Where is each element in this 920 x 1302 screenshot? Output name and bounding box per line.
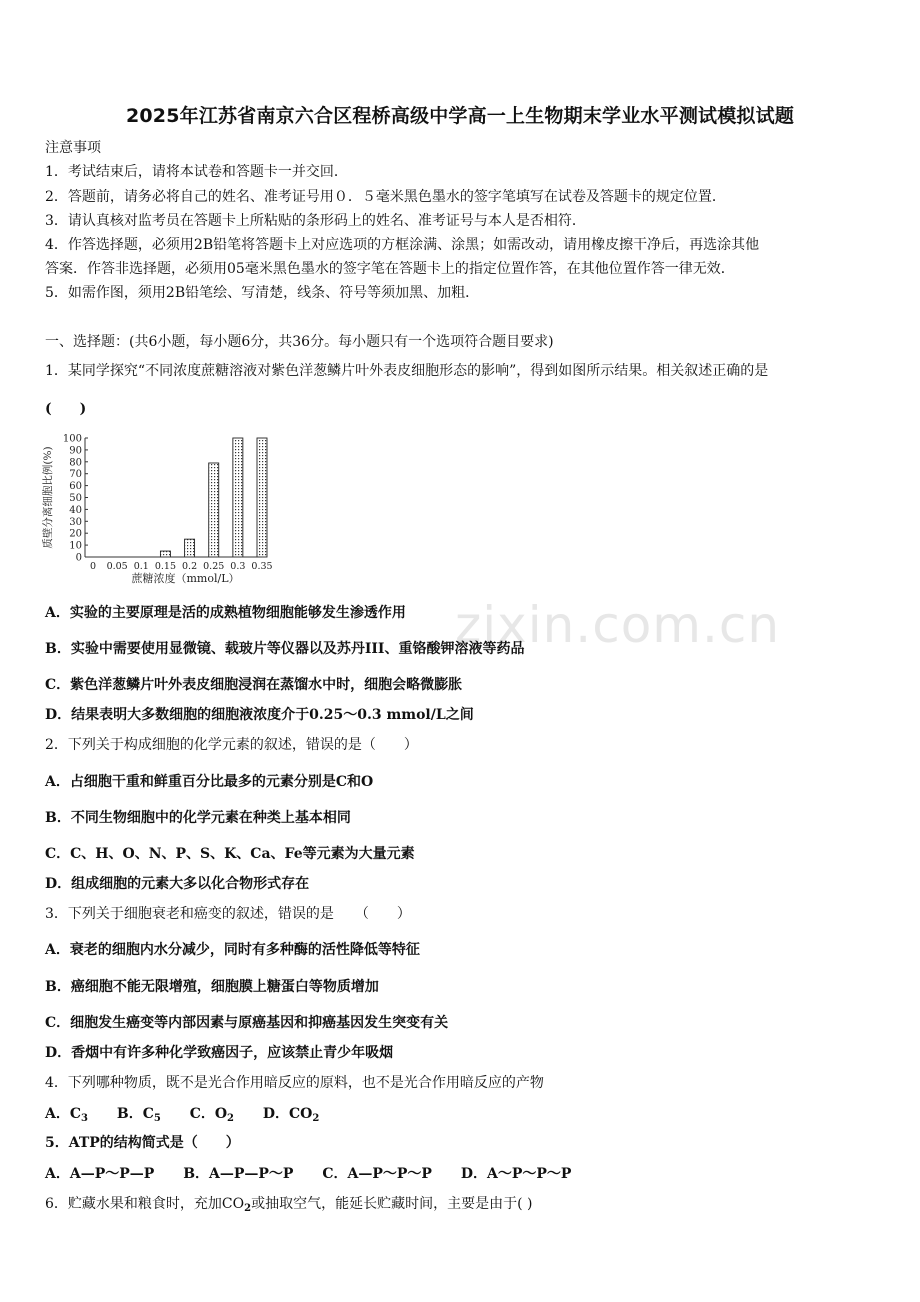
q3-option-d: D．香烟中有许多种化学致癌因子，应该禁止青少年吸烟 [45,1045,394,1061]
y-tick-label: 30 [69,516,82,528]
q5-options [45,1164,571,1184]
chart-y-axis [63,434,88,564]
y-tick-label: 90 [69,445,82,457]
q3-option-a: A．衰老的细胞内水分减少，同时有多种酶的活性降低等特征 [45,942,420,958]
q4-option-b: B．$C_5$ [116,1106,161,1124]
q5-option-d: D．A～P～P～P [460,1166,572,1182]
y-tick-label: 50 [69,493,82,504]
q1-paren: ( ) [45,401,87,417]
notice-item-4: 4．作答选择题，必须用2B铅笔将答题卡上对应选项的方框涂满、涂黑；如需改动，请用橡皮擦干净后，再选涂其他 [45,237,760,253]
section-heading: 一、选择题：(共6小题，每小题6分，共36分。每小题只有一个选项符合题目要求) [45,334,554,350]
bar-0.2 [185,539,195,557]
q5-option-b: B．A—P—P～P [183,1166,294,1182]
bar-0.35 [257,438,267,557]
x-tick-label: 0.05 [106,561,128,572]
bar-0.3 [233,438,243,557]
q6-stem: 6．贮藏水果和粮食时，充加$CO_2$或抽取空气，能延长贮藏时间，主要是由于( ) [45,1196,533,1214]
q3-option-b: B．癌细胞不能无限增殖，细胞膜上糖蛋白等物质增加 [45,979,379,995]
y-tick-label: 40 [69,504,82,516]
y-tick-label: 0 [75,552,82,564]
y-tick-label: 60 [69,481,82,493]
x-tick-label: 0.25 [203,561,225,572]
y-tick-label: 100 [62,433,82,445]
q2-option-a: A．占细胞干重和鲜重百分比最多的元素分别是C和O [45,774,374,790]
y-tick-label: 80 [69,457,82,469]
bar-0.15 [160,551,170,557]
notice-item-1: 1．考试结束后，请将本试卷和答题卡一并交回． [45,164,348,180]
x-tick-label: 0.2 [182,561,198,572]
chart-ylabel [41,446,54,548]
sucrose-bar-chart [40,428,280,590]
q1-stem: 1．某同学探究“不同浓度蔗糖溶液对紫色洋葱鳞片叶外表皮细胞形态的影响”，得到如图所示结果。相关叙述正确的是 [45,363,769,379]
notice-item-3: 3．请认真核对监考员在答题卡上所粘贴的条形码上的姓名、准考证号与本人是否相符． [45,213,586,229]
q1-option-a: A．实验的主要原理是活的成熟植物细胞能够发生渗透作用 [45,605,406,621]
q2-option-d: D．组成细胞的元素大多以化合物形式存在 [45,876,310,892]
y-tick-label: 20 [69,528,82,540]
q1-option-d: D．结果表明大多数细胞的细胞液浓度介于0.25～0.3 mmol/L之间 [45,707,474,723]
q5-option-a: A．A—P～P—P [45,1166,155,1182]
notice-item-4-cont: 答案．作答非选择题，必须用05毫米黑色墨水的签字笔在答题卡上的指定位置作答，在其他位置作答一律无效． [45,261,735,277]
x-tick-label: 0 [89,561,97,572]
q4-stem: 4．下列哪种物质，既不是光合作用暗反应的原料，也不是光合作用暗反应的产物 [45,1075,544,1091]
x-tick-label: 0.1 [133,561,149,572]
q2-stem: 2．下列关于构成细胞的化学元素的叙述，错误的是（ ） [45,737,418,753]
q4-option-c: C．$O_2$ [189,1106,234,1124]
q2-option-c: C．C、H、O、N、P、S、K、Ca、Fe等元素为大量元素 [45,846,415,862]
chart-xlabel: 蔗糖浓度（mmol/L） [131,572,240,585]
notice-heading: 注意事项 [45,140,101,156]
chart-ylabel-text: 质壁分离细胞比例(%) [42,446,54,549]
chart-x-axis [85,557,273,572]
y-tick-label: 10 [69,540,82,552]
q2-option-b: B．不同生物细胞中的化学元素在种类上基本相同 [45,810,351,826]
bar-0.25 [209,463,219,557]
q1-option-c: C．紫色洋葱鳞片叶外表皮细胞浸润在蒸馏水中时，细胞会略微膨胀 [45,677,463,693]
q4-options [45,1104,319,1129]
x-tick-label: 0.3 [230,561,246,572]
q4-option-a: A．$C_3$ [45,1106,88,1124]
q4-option-d: D．$CO_2$ [262,1106,320,1124]
notice-item-5: 5．如需作图，须用2B铅笔绘、写清楚，线条、符号等须加黑、加粗． [45,285,480,301]
watermark: zixin.com.cn [455,596,781,654]
notice-item-2: 2．答题前，请务必将自己的姓名、准考证号用０．５毫米黑色墨水的签字笔填写在试卷及答题卡的规定位置． [45,189,726,205]
x-tick-label: 0.35 [251,561,273,572]
x-tick-label: 0.15 [154,561,177,572]
chart-bars [160,438,267,557]
q5-option-c: C．A—P～P～P [322,1166,432,1182]
q3-stem: 3．下列关于细胞衰老和癌变的叙述，错误的是 （ ） [45,906,411,922]
y-tick-label: 70 [69,469,82,481]
q1-option-b: B．实验中需要使用显微镜、载玻片等仪器以及苏丹III、重铬酸钾溶液等药品 [45,641,525,657]
q5-stem: 5．ATP的结构简式是（ ） [45,1135,240,1151]
q3-option-c: C．细胞发生癌变等内部因素与原癌基因和抑癌基因发生突变有关 [45,1015,449,1031]
page-title: 2025年江苏省南京六合区程桥高级中学高一上生物期末学业水平测试模拟试题 [125,105,795,127]
